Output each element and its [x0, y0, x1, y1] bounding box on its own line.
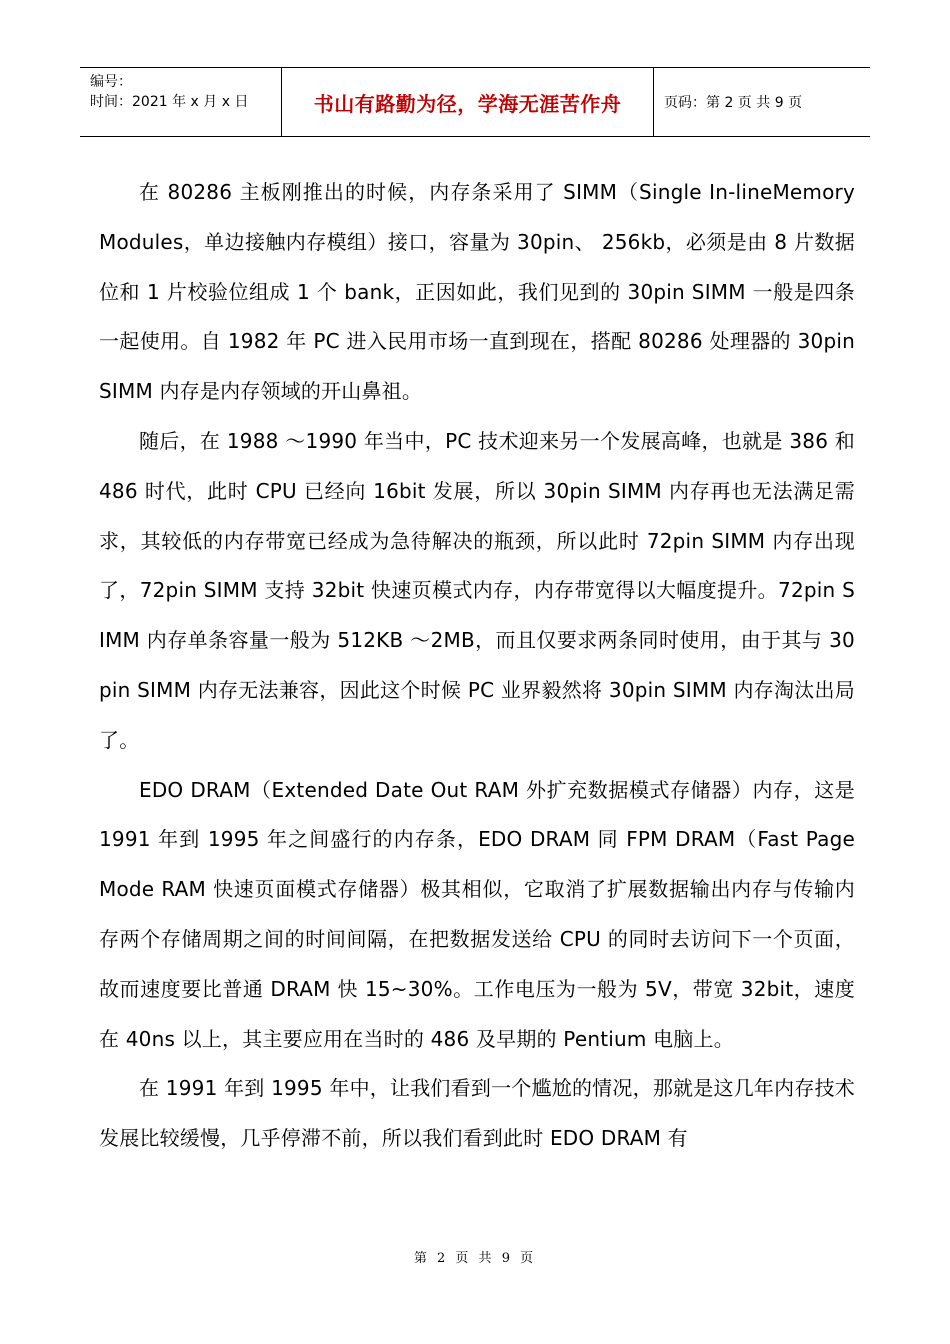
document-header — [80, 67, 870, 137]
paragraph-1991-1995: 在 1991 年到 1995 年中，让我们看到一个尴尬的情况，那就是这几年内存技术发展比较缓慢，几乎停滞不前，所以我们看到此时 EDO DRAM 有 — [99, 1076, 855, 1151]
paragraph-edo-dram: EDO DRAM（Extended Date Out RAM 外扩充数据模式存储器）内存，这是 1991 年到 1995 年之间盛行的内存条，EDO DRAM 同 FPM DRAM（Fast Page Mode RAM 快速页面模式存储器）极其相似，它取消了扩展数据输出内存与传输内存两个存储周期之间的时间间隔，在把数据发送给 CPU 的同时去访问下一个页面，故而速度要比普通 DRAM 快 15~30%。工作电压为一般为 5V，带宽 32bit，速度在 40ns 以上，其主要应用在当时的 486 及早期的 Pentium 电脑上。 — [99, 777, 855, 1051]
number-label: 编号： — [90, 74, 132, 90]
header-page-info: 页码：第 2 页 共 9 页 — [664, 95, 803, 111]
document-body — [99, 168, 855, 1164]
time-label: 时间：2021 年 x 月 x 日 — [90, 94, 249, 110]
header-motto: 书山有路勤为径，学海无涯苦作舟 — [282, 68, 654, 136]
page-footer: 第 2 页 共 9 页 — [413, 1251, 537, 1266]
header-meta — [80, 68, 282, 136]
paragraph-simm-72pin: 随后，在 1988 ～1990 年当中，PC 技术迎来另一个发展高峰，也就是 386 和 486 时代，此时 CPU 已经向 16bit 发展，所以 30pin SIMM 内存再也无法满足需求，其较低的内存带宽已经成为急待解决的瓶颈，所以此时 72pin SIMM 内存出现了，72pin SIMM 支持 32bit 快速页模式内存，内存带宽得以大幅度提升。72pin SIMM 内存单条容量一般为 512KB ～2MB，而且仅要求两条同时使用，由于其与 30pin SIMM 内存无法兼容，因此这个时候 PC 业界毅然将 30pin SIMM 内存淘汰出局了。 — [99, 428, 855, 752]
paragraph-simm-30pin: 在 80286 主板刚推出的时候，内存条采用了 SIMM（Single In-lineMemory Modules，单边接触内存模组）接口，容量为 30pin、 256kb，必须是由 8 片数据位和 1 片校验位组成 1 个 bank，正因如此，我们见到的 30pin SIMM 一般是四条一起使用。自 1982 年 PC 进入民用市场一直到现在，搭配 80286 处理器的 30pin SIMM 内存是内存领域的开山鼻祖。 — [99, 180, 855, 404]
